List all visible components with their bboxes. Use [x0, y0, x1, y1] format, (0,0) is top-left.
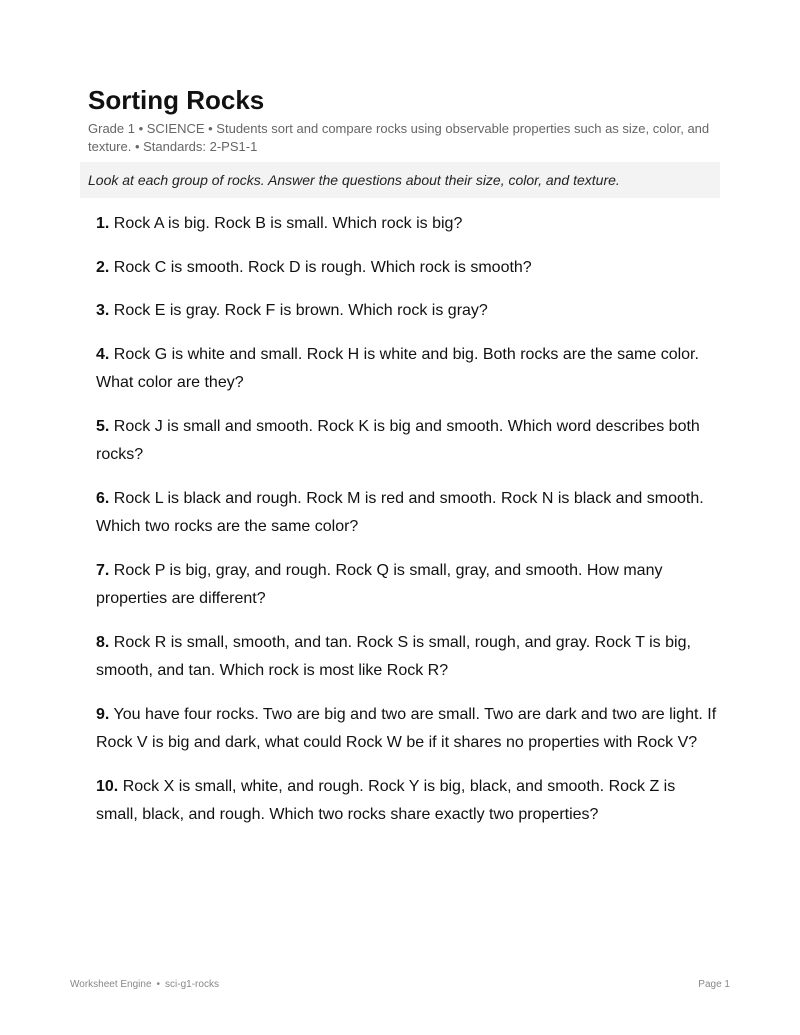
footer-engine: Worksheet Engine [70, 979, 152, 990]
question-text: Rock E is gray. Rock F is brown. Which rock is gray? [113, 302, 488, 319]
question-6 [96, 485, 720, 542]
question-number: 7. [96, 561, 110, 579]
question-9 [96, 701, 720, 758]
question-text: Rock P is big, gray, and rough. Rock Q is small, gray, and smooth. How many properties are different? [96, 561, 663, 607]
question-text: Rock X is small, white, and rough. Rock Y is big, black, and smooth. Rock Z is small, black, and rough. Which two rocks share exactly two properties? [96, 777, 676, 823]
question-text: Rock A is big. Rock B is small. Which rock is big? [113, 215, 463, 232]
footer-source [70, 978, 219, 992]
question-list [80, 210, 720, 830]
question-number: 9. [96, 705, 110, 723]
question-text: Rock C is smooth. Rock D is rough. Which rock is smooth? [113, 258, 532, 276]
question-number: 1. [96, 215, 110, 232]
question-text: Rock R is small, smooth, and tan. Rock S is small, rough, and gray. Rock T is big, smooth, and tan. Which rock is most like Rock R? [96, 633, 691, 679]
question-text: Rock L is black and rough. Rock M is red and smooth. Rock N is black and smooth. Which two rocks are the same color? [96, 489, 704, 535]
question-text: Rock J is small and smooth. Rock K is big and smooth. Which word describes both rocks? [96, 417, 700, 463]
question-number: 5. [96, 417, 110, 435]
question-number: 4. [96, 345, 110, 363]
question-5 [96, 413, 720, 470]
question-3 [96, 297, 720, 326]
question-number: 2. [96, 258, 110, 276]
question-1 [96, 210, 720, 239]
question-text: You have four rocks. Two are big and two are small. Two are dark and two are light. If Rock V is big and dark, what could Rock W be if it shares no properties with Rock V? [96, 705, 717, 751]
question-2 [96, 254, 720, 283]
question-number: 3. [96, 302, 110, 319]
instructions-box: Look at each group of rocks. Answer the questions about their size, color, and texture. [80, 162, 720, 198]
worksheet-title: Sorting Rocks [88, 85, 265, 115]
question-8 [96, 629, 720, 686]
footer-separator: • [156, 979, 161, 990]
question-number: 6. [96, 489, 110, 507]
question-number: 10. [96, 777, 119, 795]
question-number: 8. [96, 633, 110, 651]
question-10 [96, 773, 720, 830]
question-4 [96, 341, 720, 398]
worksheet-page [80, 84, 720, 845]
question-7 [96, 557, 720, 614]
footer-page-number: Page 1 [698, 979, 730, 990]
worksheet-meta: Grade 1 • SCIENCE • Students sort and compare rocks using observable properties such as size, color, and texture. • Standards: 2-PS1-1 [88, 121, 710, 154]
question-text: Rock G is white and small. Rock H is white and big. Both rocks are the same color. What color are they? [96, 345, 699, 391]
footer-id: sci-g1-rocks [165, 979, 219, 990]
